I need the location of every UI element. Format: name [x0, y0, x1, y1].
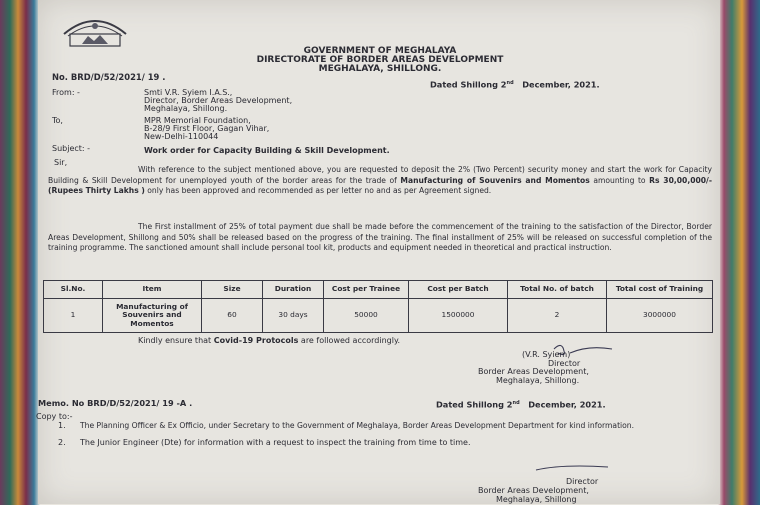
cell-cost-per-batch: 1500000	[409, 299, 508, 333]
col-size: Size	[202, 281, 263, 299]
subject-text: Work order for Capacity Building & Skill Development.	[144, 146, 390, 155]
signatory-name: (V.R. Syiem)	[522, 350, 571, 359]
from-line-2: Director, Border Areas Development,	[144, 96, 293, 105]
copy-to-label: Copy to:-	[36, 412, 73, 421]
cell-item: Manufacturing of Souvenirs and Momentos	[103, 299, 202, 333]
memo-date: Dated Shillong 2nd December, 2021.	[436, 399, 606, 410]
memo-number: Memo. No BRD/D/52/2021/ 19 -A .	[38, 398, 193, 408]
cell-duration: 30 days	[263, 299, 324, 333]
cell-sl-no: 1	[44, 299, 103, 333]
letter-number: No. BRD/D/52/2021/ 19 .	[52, 72, 166, 82]
subject-label: Subject: -	[52, 144, 91, 153]
copy-signatory-org-1: Border Areas Development,	[478, 486, 589, 495]
copy-item-1-text: The Planning Officer & Ex Officio, under Secretary to the Government of Meghalaya, Border Areas Development Department for kind information.	[80, 421, 635, 430]
signatory-org-1: Border Areas Development,	[478, 367, 589, 376]
table-header-row	[44, 281, 713, 299]
cell-cost-per-trainee: 50000	[324, 299, 409, 333]
copy-item-2-number: 2.	[58, 438, 66, 447]
col-cost-per-batch: Cost per Batch	[409, 281, 508, 299]
col-total-batch: Total No. of batch	[508, 281, 607, 299]
col-sl-no: Sl.No.	[44, 281, 103, 299]
col-cost-per-trainee: Cost per Trainee	[324, 281, 409, 299]
header-government: GOVERNMENT OF MEGHALAYA	[303, 46, 457, 56]
from-label: From: -	[52, 88, 80, 97]
cell-total-cost: 3000000	[607, 299, 713, 333]
work-order-table	[43, 280, 713, 333]
header-location: MEGHALAYA, SHILLONG.	[318, 64, 442, 74]
to-line-3: New-Delhi-110044	[144, 132, 219, 141]
copy-signatory-title: Director	[566, 477, 599, 486]
to-line-1: MPR Memorial Foundation,	[144, 116, 251, 125]
cell-total-batch: 2	[508, 299, 607, 333]
signature-mark-2	[532, 462, 612, 474]
from-line-1: Smti V.R. Syiem I.A.S.,	[144, 88, 233, 97]
paragraph-2: The First installment of 25% of total payment due shall be made before the commencement of the training to the satisfaction of the Director, Border Areas Development, Shillong and 50% shall be released based on the progress of the training. The final installment of 25% will be released on successful completion of the training programme. The sanctioned amount shall include personal tool kit, products and equipment needed in theoretical and practical instruction.	[48, 222, 712, 253]
col-item: Item	[103, 281, 202, 299]
copy-item-2-text: The Junior Engineer (Dte) for information with a request to inspect the training from time to time.	[80, 438, 471, 447]
cell-size: 60	[202, 299, 263, 333]
copy-item-1-number: 1.	[58, 421, 66, 430]
signatory-org-2: Meghalaya, Shillong.	[496, 376, 580, 385]
to-line-2: B-28/9 First Floor, Gagan Vihar,	[144, 124, 270, 133]
copy-signatory-org-2: Meghalaya, Shillong	[496, 495, 577, 504]
table-row	[44, 299, 713, 333]
government-seal-logo	[60, 14, 130, 48]
col-duration: Duration	[263, 281, 324, 299]
signatory-title: Director	[548, 359, 581, 368]
paragraph-1: With reference to the subject mentioned above, you are requested to deposit the 2% (Two Percent) security money and start the work for Capacity Building & Skill Development for unemployed youth of the border areas for the trade of Manufacturing of Souvenirs and Momentos amounting to Rs 30,00,000/- (Rupees Thirty Lakhs ) only has been approved and recommended as per letter no and as per Agreement signed.	[48, 165, 712, 196]
from-line-3: Meghalaya, Shillong.	[144, 104, 228, 113]
letter-date: Dated Shillong 2nd December, 2021.	[430, 79, 600, 90]
to-label: To,	[52, 116, 63, 125]
header-directorate: DIRECTORATE OF BORDER AREAS DEVELOPMENT	[256, 55, 504, 65]
salutation: Sir,	[54, 158, 68, 167]
covid-note: Kindly ensure that Covid-19 Protocols are followed accordingly.	[138, 336, 401, 345]
col-total-cost: Total cost of Training	[607, 281, 713, 299]
